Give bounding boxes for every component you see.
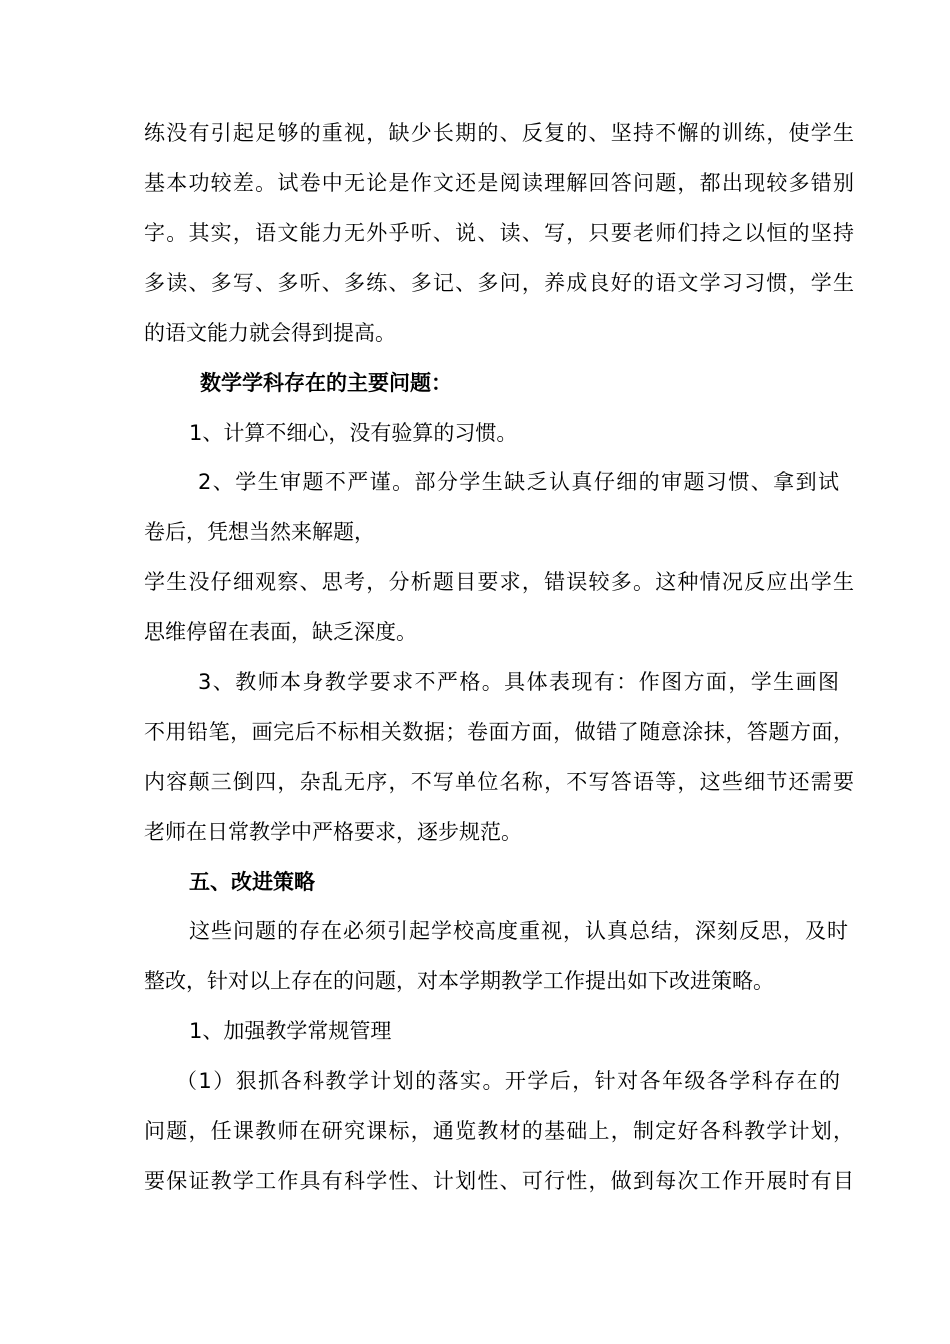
paragraph-line: 整改，针对以上存在的问题，对本学期教学工作提出如下改进策略。 [144,969,774,993]
paragraph-line: 字。其实，语文能力无外乎听、说、读、写，只要老师们持之以恒的坚持 [144,221,854,245]
list-item: 1、计算不细心，没有验算的习惯。 [189,421,518,445]
paragraph-line: 要保证教学工作具有科学性、计划性、可行性，做到每次工作开展时有目 [144,1169,854,1193]
paragraph-line: 学生没仔细观察、思考，分析题目要求，错误较多。这种情况反应出学生 [144,570,854,594]
paragraph-line: 基本功较差。试卷中无论是作文还是阅读理解回答问题，都出现较多错别 [144,171,854,195]
list-item: 3、教师本身教学要求不严格。具体表现有：作图方面，学生画图 [198,670,839,694]
subheading: 1、加强教学常规管理 [189,1019,392,1043]
paragraph-line: 不用铅笔，画完后不标相关数据；卷面方面，做错了随意涂抹，答题方面， [144,720,854,744]
paragraph-line: 问题，任课教师在研究课标，通览教材的基础上，制定好各科教学计划， [144,1119,854,1143]
list-item: （1）狠抓各科教学计划的落实。开学后，针对各年级各学科存在的 [176,1069,840,1093]
paragraph-line: 练没有引起足够的重视，缺少长期的、反复的、坚持不懈的训练，使学生 [144,121,854,145]
list-item: 2、学生审题不严谨。部分学生缺乏认真仔细的审题习惯、拿到试 [198,470,839,494]
paragraph-line: 思维停留在表面，缺乏深度。 [144,620,417,644]
paragraph-line: 老师在日常教学中严格要求，逐步规范。 [144,820,522,844]
section-heading-math-problems: 数学学科存在的主要问题： [200,371,452,395]
paragraph-line: 内容颠三倒四，杂乱无序，不写单位名称，不写答语等，这些细节还需要 [144,770,854,794]
paragraph-line: 这些问题的存在必须引起学校高度重视，认真总结，深刻反思，及时 [189,919,848,943]
paragraph-line: 卷后，凭想当然来解题， [144,520,375,544]
paragraph-line: 的语文能力就会得到提高。 [144,321,396,345]
section-heading-improvement: 五、改进策略 [189,870,315,894]
paragraph-line: 多读、多写、多听、多练、多记、多问，养成良好的语文学习习惯，学生 [144,271,854,295]
